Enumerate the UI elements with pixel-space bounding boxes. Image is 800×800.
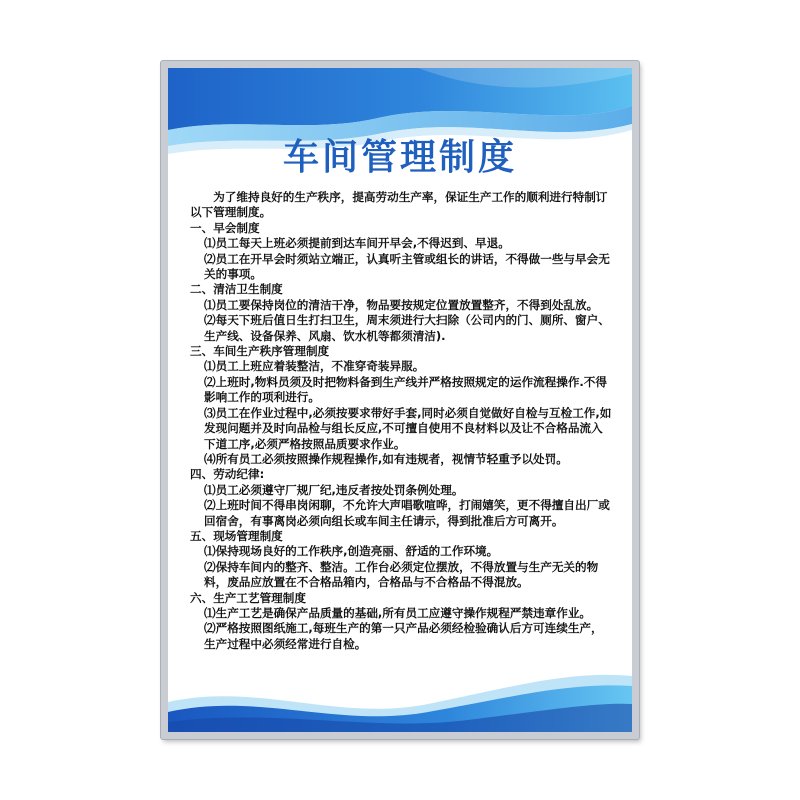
section-heading: 五、现场管理制度 <box>190 528 283 543</box>
rule-item: ⑵保持车间内的整齐、整洁。工作台必须定位摆放，不得放置与生产无关的物料，废品应放置在不合格品箱内，合格品与不合格品不得混放。 <box>204 559 599 590</box>
regulation-text <box>190 190 614 652</box>
rule-item: ⑵上班时间不得串岗闲聊，不允许大声唱歌喧哗，打闹嬉笑，更不得擅自出厂或回宿舍，有事离岗必须向组长或车间主任请示，得到批准后方可离开。 <box>204 498 610 528</box>
poster-board <box>168 68 632 732</box>
rule-item: ⑵严格按照图纸施工,每班生产的第一只产品必须经检验确认后方可连续生产，生产过程中必须经常进行自检。 <box>204 621 603 651</box>
section-heading: 一、早会制度 <box>190 220 260 235</box>
section-heading: 三、车间生产秩序管理制度 <box>190 344 330 359</box>
rule-item: ⑴保持现场良好的工作秩序,创造亮丽、舒适的工作环境。 <box>204 544 499 559</box>
section-heading: 二、清洁卫生制度 <box>190 282 283 297</box>
rule-item: ⑴员工每天上班必须提前到达车间开早会,不得迟到、早退。 <box>204 236 510 251</box>
page-title: 车间管理制度 <box>282 137 517 178</box>
rule-item: ⑴员工要保持岗位的清洁干净，物品要按规定位置放置整齐，不得到处乱放。 <box>204 297 599 312</box>
rule-item: ⑵每天下班后值日生打扫卫生，周末须进行大扫除（公司内的门、厕所、窗户、生产线、设备保养、风扇、饮水机等都须清洁). <box>204 313 610 343</box>
section-heading: 四、劳动纪律: <box>190 467 265 482</box>
bottom-wave-decoration <box>168 662 632 732</box>
rule-item: ⑵上班时,物料员须及时把物料备到生产线并严格按照规定的运作流程操作.不得影响工作的项利进行。 <box>204 374 607 405</box>
rule-item: ⑴员工必须遵守厂规厂纪,违反者按处罚条例处理。 <box>204 482 464 497</box>
rule-item: ⑴生产工艺是确保产品质量的基础,所有员工应遵守操作规程严禁违章作业。 <box>204 605 592 620</box>
rule-item: ⑶员工在作业过程中,必须按要求带好手套,同时必须自觉做好自检与互检工作,如发现问题并及时向品检与组长反应,不可擅自使用不良材料以及让不合格品流入下道工序,必须严格按照品质要求作业。 <box>204 405 612 451</box>
rule-item: ⑷所有员工必须按照操作规程操作,如有违规者，视情节轻重予以处罚。 <box>204 451 568 466</box>
rule-item: ⑴员工上班应着装整洁，不准穿奇装异服。 <box>204 359 425 374</box>
intro-paragraph: 为了维持良好的生产秩序，提高劳动生产率，保证生产工作的顺利进行特制订以下管理制度。 <box>190 190 608 220</box>
rule-item: ⑵员工在开早会时须站立端正，认真听主管或组长的讲话，不得做一些与早会无关的事项。 <box>204 251 610 282</box>
section-heading: 六、生产工艺管理制度 <box>190 590 306 605</box>
